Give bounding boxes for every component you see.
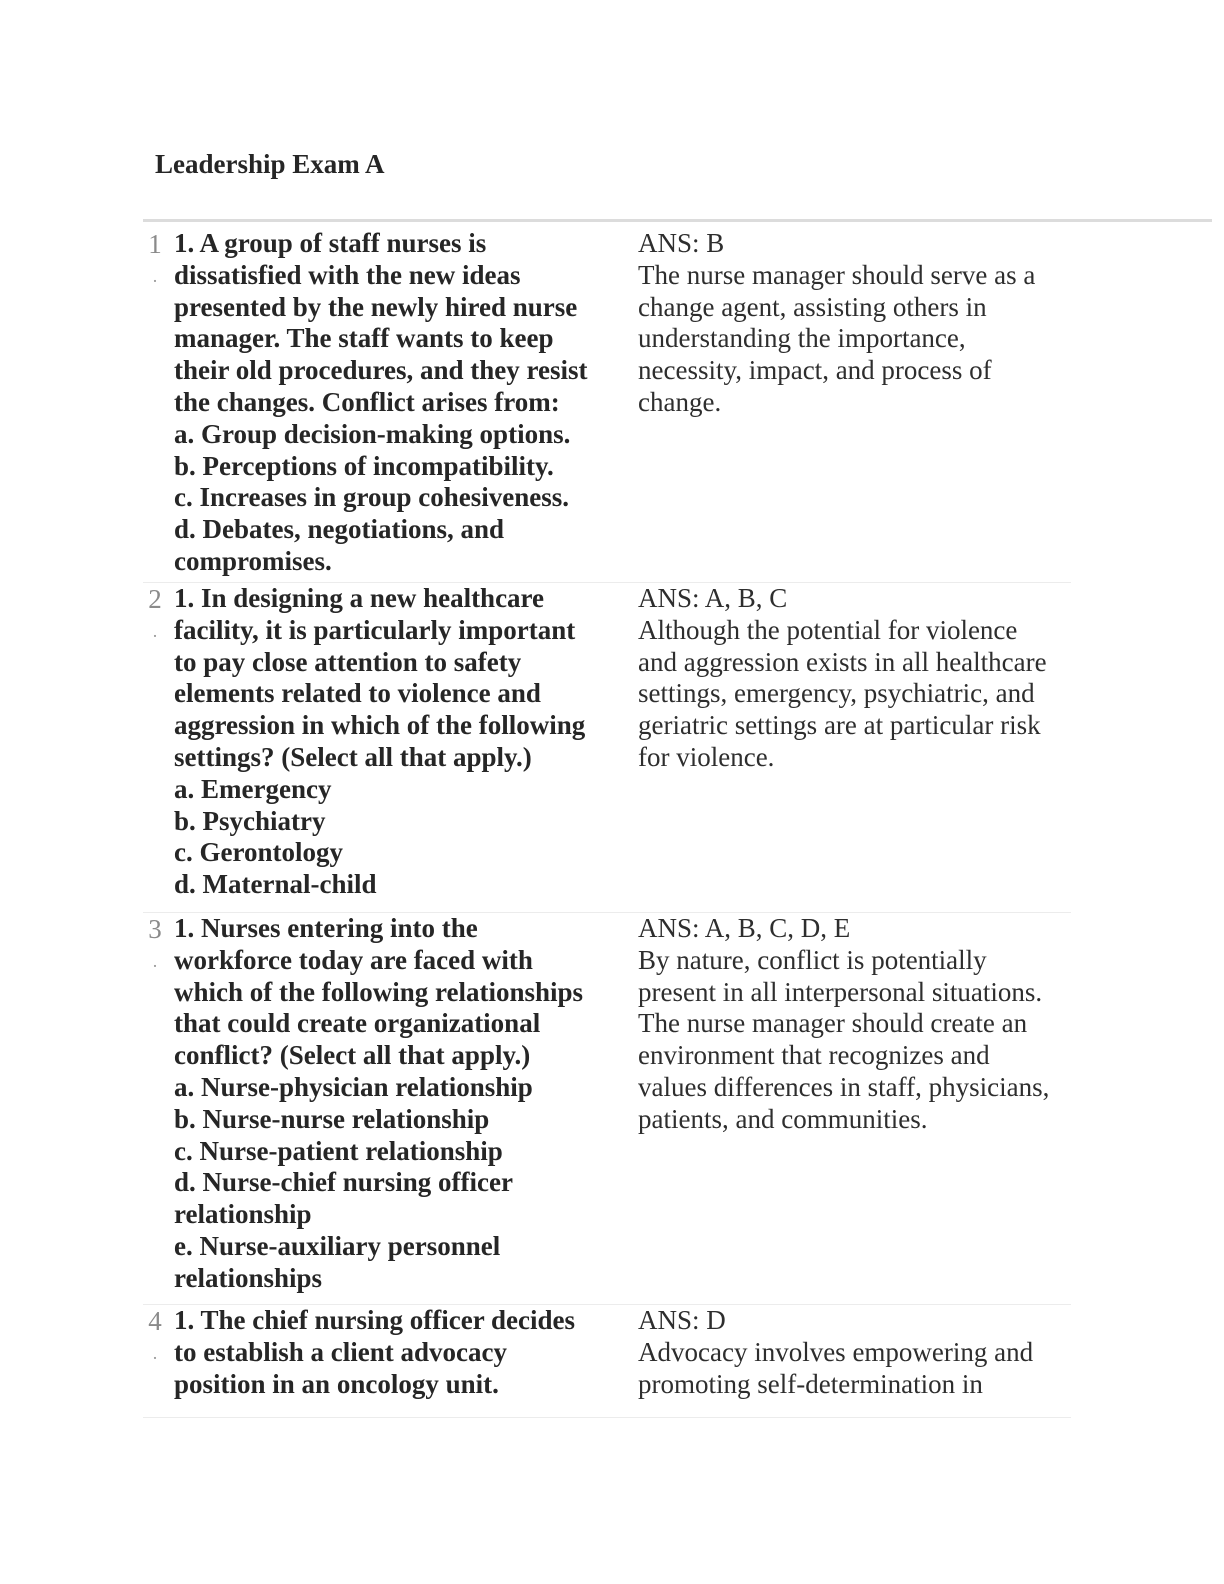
question-option: d. Maternal-child bbox=[174, 869, 377, 900]
answer-cell bbox=[631, 583, 1071, 912]
row-number-value: 3 bbox=[148, 914, 162, 944]
row-number-dot: . bbox=[152, 266, 158, 286]
question-option: d. Debates, negotiations, and bbox=[174, 514, 505, 545]
question-option: b. Psychiatry bbox=[174, 805, 326, 836]
question-line: conflict? (Select all that apply.) bbox=[174, 1040, 531, 1071]
question-line: facility, it is particularly important bbox=[174, 614, 576, 645]
question-line: which of the following relationships bbox=[174, 976, 584, 1007]
rationale-line: The nurse manager should create an bbox=[638, 1008, 1028, 1039]
rationale-line: The nurse manager should serve as a bbox=[638, 259, 1036, 290]
question-cell bbox=[167, 583, 631, 912]
question-line: 1. In designing a new healthcare bbox=[174, 583, 545, 613]
row-number-value: 2 bbox=[148, 584, 162, 614]
rationale-line: geriatric settings are at particular risk bbox=[638, 710, 1041, 741]
question-line: to pay close attention to safety bbox=[174, 646, 522, 677]
question-option: b. Nurse-nurse relationship bbox=[174, 1103, 490, 1134]
rationale-line: necessity, impact, and process of bbox=[638, 355, 992, 386]
rationale-line: patients, and communities. bbox=[638, 1103, 928, 1134]
rationale-line: present in all interpersonal situations. bbox=[638, 976, 1043, 1007]
row-number-dot: . bbox=[152, 1343, 158, 1363]
answer-key: ANS: B bbox=[638, 228, 725, 258]
question-line: manager. The staff wants to keep bbox=[174, 323, 554, 354]
table-row bbox=[143, 583, 1071, 913]
rationale-line: By nature, conflict is potentially bbox=[638, 944, 987, 975]
row-number bbox=[143, 913, 167, 1304]
row-number-dot: . bbox=[152, 951, 158, 971]
question-cell bbox=[167, 228, 631, 582]
question-line: 1. Nurses entering into the bbox=[174, 913, 478, 943]
question-option: e. Nurse-auxiliary personnel bbox=[174, 1230, 501, 1261]
question-option: compromises. bbox=[174, 545, 332, 576]
rationale-line: settings, emergency, psychiatric, and bbox=[638, 678, 1035, 709]
rationale-line: change. bbox=[638, 386, 722, 417]
answer-cell bbox=[631, 1305, 1071, 1417]
question-cell bbox=[167, 1305, 631, 1417]
question-line: 1. The chief nursing officer decides bbox=[174, 1305, 575, 1335]
rationale-line: for violence. bbox=[638, 741, 775, 772]
question-line: elements related to violence and bbox=[174, 678, 541, 709]
question-line: presented by the newly hired nurse bbox=[174, 291, 578, 322]
row-number bbox=[143, 583, 167, 912]
qa-table bbox=[143, 228, 1071, 1418]
question-option: c. Increases in group cohesiveness. bbox=[174, 482, 570, 513]
table-row bbox=[143, 913, 1071, 1305]
rationale-line: Although the potential for violence bbox=[638, 614, 1018, 645]
question-cell bbox=[167, 913, 631, 1304]
question-option: c. Nurse-patient relationship bbox=[174, 1135, 503, 1166]
question-option: relationship bbox=[174, 1199, 312, 1230]
question-line: the changes. Conflict arises from: bbox=[174, 386, 560, 417]
question-option: b. Perceptions of incompatibility. bbox=[174, 450, 554, 481]
rationale-line: Advocacy involves empowering and bbox=[638, 1336, 1034, 1367]
row-number bbox=[143, 228, 167, 582]
question-option: a. Nurse-physician relationship bbox=[174, 1071, 533, 1102]
question-option: a. Group decision-making options. bbox=[174, 418, 571, 449]
question-line: settings? (Select all that apply.) bbox=[174, 741, 532, 772]
row-number-value: 1 bbox=[148, 229, 162, 259]
question-line: to establish a client advocacy bbox=[174, 1336, 507, 1367]
question-line: position in an oncology unit. bbox=[174, 1368, 499, 1399]
question-line: dissatisfied with the new ideas bbox=[174, 259, 521, 290]
question-option: relationships bbox=[174, 1262, 323, 1293]
question-line: aggression in which of the following bbox=[174, 710, 586, 741]
answer-cell bbox=[631, 913, 1071, 1304]
question-option: c. Gerontology bbox=[174, 837, 343, 868]
answer-cell bbox=[631, 228, 1071, 582]
row-number bbox=[143, 1305, 167, 1417]
row-number-value: 4 bbox=[148, 1306, 162, 1336]
question-line: 1. A group of staff nurses is bbox=[174, 228, 487, 258]
table-row bbox=[143, 1305, 1071, 1418]
question-line: that could create organizational bbox=[174, 1008, 541, 1039]
rationale-line: promoting self-determination in bbox=[638, 1368, 983, 1399]
rationale-line: understanding the importance, bbox=[638, 323, 966, 354]
rationale-line: environment that recognizes and bbox=[638, 1040, 990, 1071]
rationale-line: change agent, assisting others in bbox=[638, 291, 987, 322]
rationale-line: and aggression exists in all healthcare bbox=[638, 646, 1047, 677]
question-line: workforce today are faced with bbox=[174, 944, 533, 975]
answer-key: ANS: D bbox=[638, 1305, 726, 1335]
question-line: their old procedures, and they resist bbox=[174, 355, 588, 386]
rationale-line: values differences in staff, physicians, bbox=[638, 1071, 1050, 1102]
question-option: a. Emergency bbox=[174, 773, 332, 804]
question-option: d. Nurse-chief nursing officer bbox=[174, 1167, 513, 1198]
row-number-dot: . bbox=[152, 621, 158, 641]
answer-key: ANS: A, B, C bbox=[638, 583, 788, 613]
answer-key: ANS: A, B, C, D, E bbox=[638, 913, 851, 943]
table-row bbox=[143, 228, 1071, 583]
document-title: Leadership Exam A bbox=[155, 149, 385, 179]
header-divider bbox=[143, 219, 1212, 222]
